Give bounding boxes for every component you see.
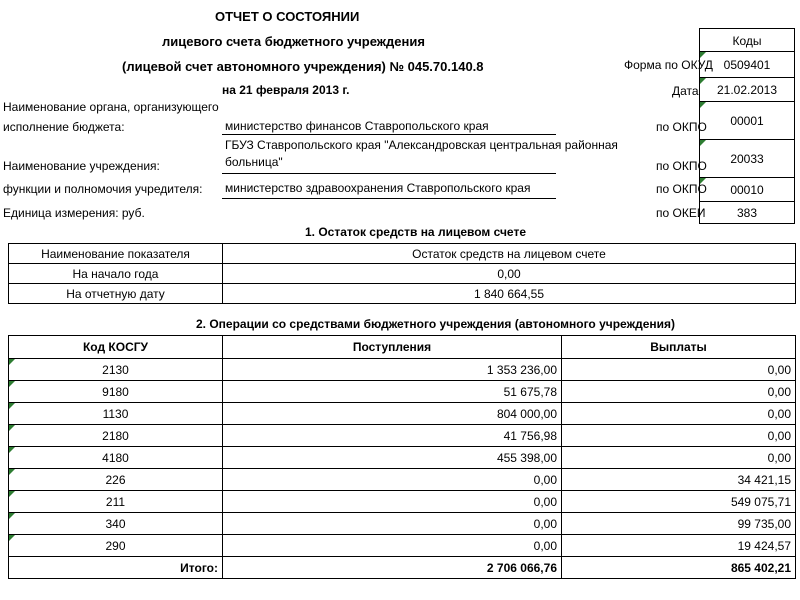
kosgu-code: 290 [9, 535, 223, 557]
income-value: 804 000,00 [223, 403, 562, 425]
okud-label: Форма по ОКУД [624, 58, 713, 72]
founder-label: функции и полномочия учредителя: [3, 182, 203, 196]
table-row [9, 535, 796, 557]
report-title: ОТЧЕТ О СОСТОЯНИИ [215, 9, 360, 24]
org-underline [222, 134, 556, 135]
total-row [9, 557, 796, 579]
section1-title: 1. Остаток средств на лицевом счете [305, 225, 526, 239]
okei-code: 383 [699, 202, 795, 224]
income-value: 0,00 [223, 491, 562, 513]
unit-label: Единица измерения: руб. [3, 206, 145, 220]
balance-row-value: 1 840 664,55 [223, 284, 796, 304]
income-value: 51 675,78 [223, 381, 562, 403]
balance-row-label: На отчетную дату [9, 284, 223, 304]
table-row [9, 447, 796, 469]
kosgu-code: 1130 [9, 403, 223, 425]
balance-col-value: Остаток средств на лицевом счете [223, 244, 796, 264]
kosgu-code: 4180 [9, 447, 223, 469]
codes-box [699, 28, 795, 224]
income-value: 0,00 [223, 535, 562, 557]
payment-value: 0,00 [562, 381, 796, 403]
total-label: Итого: [9, 557, 223, 579]
table-row [9, 284, 796, 304]
institution-underline [222, 173, 556, 174]
okei-label: по ОКЕИ [656, 206, 706, 220]
okpo-code-1: 00001 [699, 102, 795, 140]
total-payments: 865 402,21 [562, 557, 796, 579]
section2-title: 2. Операции со средствами бюджетного учреждения (автономного учреждения) [196, 317, 675, 331]
table-row [9, 359, 796, 381]
org-value: министерство финансов Ставропольского края [225, 119, 489, 133]
account-number: (лицевой счет автономного учреждения) № 045.70.140.8 [122, 59, 484, 74]
founder-value: министерство здравоохранения Ставропольского края [225, 181, 531, 195]
income-value: 1 353 236,00 [223, 359, 562, 381]
kosgu-code: 340 [9, 513, 223, 535]
okpo-label-2: по ОКПО [656, 159, 707, 173]
date-label: Дата [672, 84, 699, 98]
date-code: 21.02.2013 [699, 78, 795, 102]
report-subtitle: лицевого счета бюджетного учреждения [162, 34, 425, 49]
payment-value: 549 075,71 [562, 491, 796, 513]
operations-table [8, 335, 796, 579]
balance-row-value: 0,00 [223, 264, 796, 284]
founder-underline [222, 198, 556, 199]
codes-header: Коды [699, 28, 795, 52]
income-value: 0,00 [223, 469, 562, 491]
report-date-line: на 21 февраля 2013 г. [222, 83, 350, 97]
table-row [9, 491, 796, 513]
okpo-label-1: по ОКПО [656, 120, 707, 134]
balance-table [8, 243, 796, 304]
kosgu-code: 2130 [9, 359, 223, 381]
okpo-code-3: 00010 [699, 178, 795, 202]
balance-col-indicator: Наименование показателя [9, 244, 223, 264]
income-value: 41 756,98 [223, 425, 562, 447]
kosgu-code: 226 [9, 469, 223, 491]
payment-value: 99 735,00 [562, 513, 796, 535]
org-label-2: исполнение бюджета: [3, 120, 125, 134]
balance-table-header [9, 244, 796, 264]
okpo-code-2: 20033 [699, 140, 795, 178]
table-row [9, 403, 796, 425]
payment-value: 19 424,57 [562, 535, 796, 557]
income-value: 0,00 [223, 513, 562, 535]
org-label-1: Наименование органа, организующего [3, 100, 219, 114]
okpo-label-3: по ОКПО [656, 182, 707, 196]
kosgu-code: 211 [9, 491, 223, 513]
payment-value: 0,00 [562, 425, 796, 447]
balance-row-label: На начало года [9, 264, 223, 284]
okud-code: 0509401 [699, 52, 795, 78]
table-row [9, 469, 796, 491]
payment-value: 0,00 [562, 447, 796, 469]
operations-col-income: Поступления [223, 336, 562, 359]
total-income: 2 706 066,76 [223, 557, 562, 579]
operations-col-code: Код КОСГУ [9, 336, 223, 359]
operations-col-payments: Выплаты [562, 336, 796, 359]
institution-value-1: ГБУЗ Ставропольского края "Александровская центральная районная [225, 138, 618, 152]
kosgu-code: 2180 [9, 425, 223, 447]
institution-label: Наименование учреждения: [3, 159, 160, 173]
payment-value: 0,00 [562, 403, 796, 425]
institution-value-2: больница" [225, 155, 283, 169]
payment-value: 0,00 [562, 359, 796, 381]
payment-value: 34 421,15 [562, 469, 796, 491]
table-row [9, 381, 796, 403]
table-row [9, 425, 796, 447]
table-row [9, 513, 796, 535]
table-row [9, 264, 796, 284]
kosgu-code: 9180 [9, 381, 223, 403]
operations-table-header [9, 336, 796, 359]
income-value: 455 398,00 [223, 447, 562, 469]
